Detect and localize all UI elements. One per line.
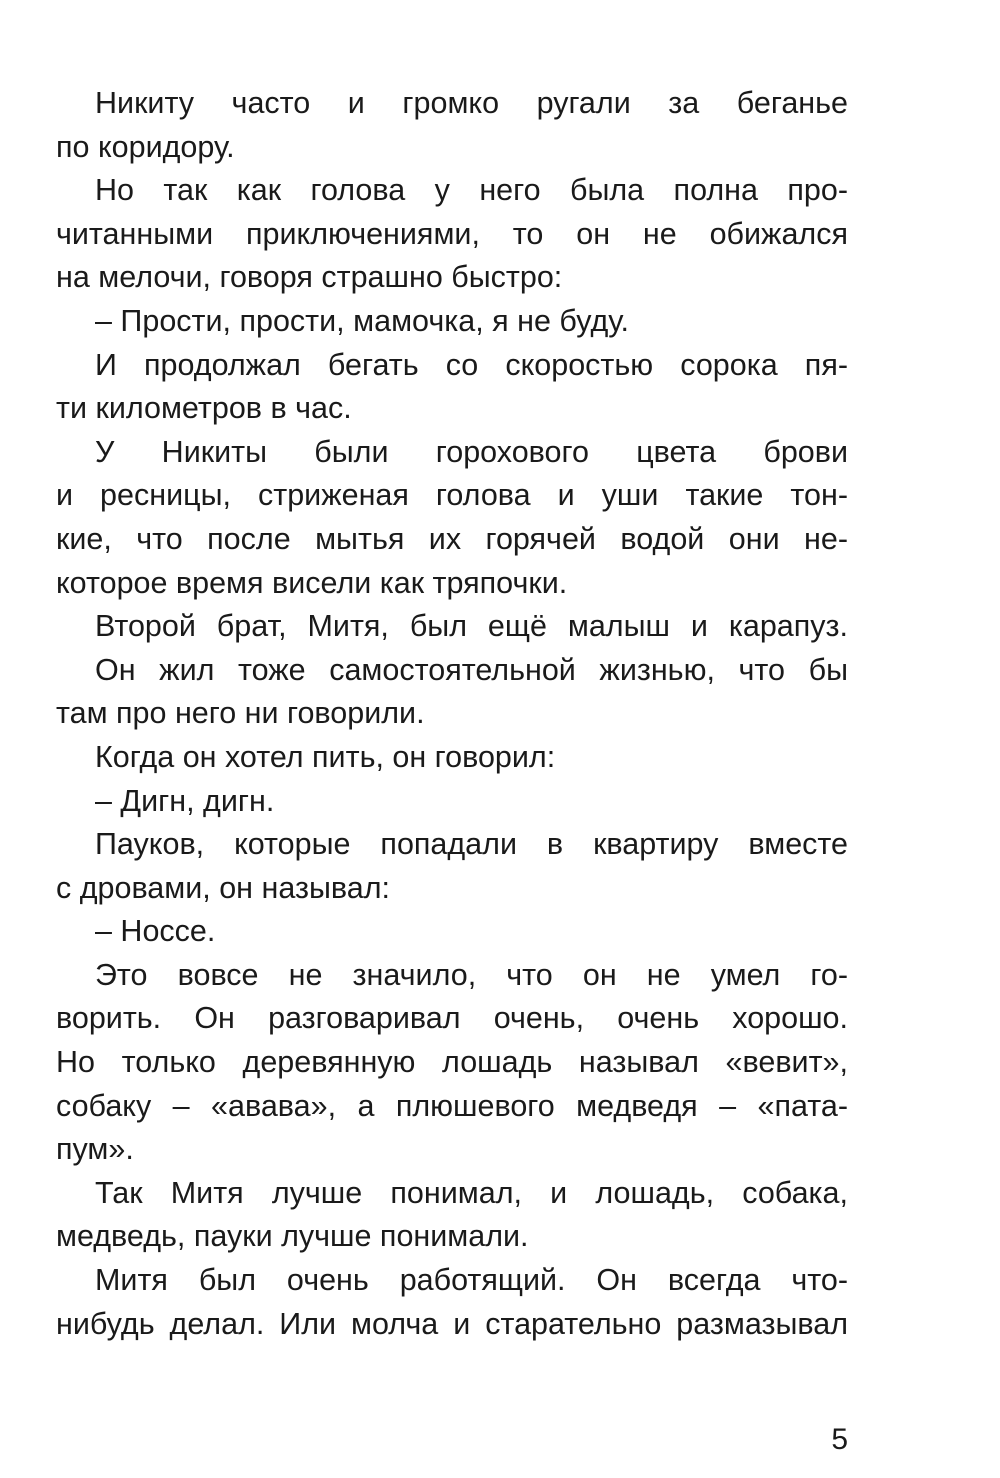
body-text [56, 82, 848, 1346]
text-line: ти километров в час. [56, 391, 352, 426]
text-line: У Никиты были горохового цвета брови [95, 434, 848, 469]
text-line: там про него ни говорили. [56, 696, 425, 731]
text-line: Когда он хотел пить, он говорил: [95, 739, 556, 774]
text-line: пум». [56, 1132, 134, 1167]
text-line: – Носсе. [95, 914, 216, 949]
text-line: кие, что после мытья их горячей водой они не- [56, 521, 848, 556]
text-line: Митя был очень работящий. Он всегда что- [95, 1263, 848, 1298]
text-line: Но так как голова у него была полна про- [95, 173, 848, 208]
text-line: нибудь делал. Или молча и старательно размазывал [56, 1306, 848, 1341]
text-line: И продолжал бегать со скоростью сорока пя- [95, 347, 848, 382]
text-line: медведь, пауки лучше понимали. [56, 1219, 529, 1254]
text-line: Это вовсе не значило, что он не умел го- [95, 957, 848, 992]
text-line: – Прости, прости, мамочка, я не буду. [95, 303, 629, 338]
text-line: на мелочи, говоря страшно быстро: [56, 260, 563, 295]
text-line: собаку – «авава», а плюшевого медведя – «пата- [56, 1088, 848, 1123]
text-line: по коридору. [56, 129, 235, 164]
text-line: Но только деревянную лошадь называл «вевит», [56, 1045, 848, 1080]
text-line: Он жил тоже самостоятельной жизнью, что бы [95, 652, 848, 687]
text-line: Никиту часто и громко ругали за беганье [95, 86, 848, 120]
text-line: Второй брат, Митя, был ещё малыш и карапуз. [95, 609, 848, 644]
text-line: – Дигн, дигн. [95, 783, 275, 818]
text-line: Пауков, которые попадали в квартиру вместе [95, 827, 848, 862]
text-line: читанными приключениями, то он не обижался [56, 216, 848, 251]
text-line: ворить. Он разговаривал очень, очень хорошо. [56, 1001, 848, 1036]
text-line: Так Митя лучше понимал, и лошадь, собака, [95, 1175, 848, 1210]
text-line: которое время висели как тряпочки. [56, 565, 568, 600]
page-number: 5 [831, 1423, 848, 1456]
text-line: с дровами, он называл: [56, 870, 390, 905]
text-line: и ресницы, стриженая голова и уши такие тон- [56, 478, 848, 513]
